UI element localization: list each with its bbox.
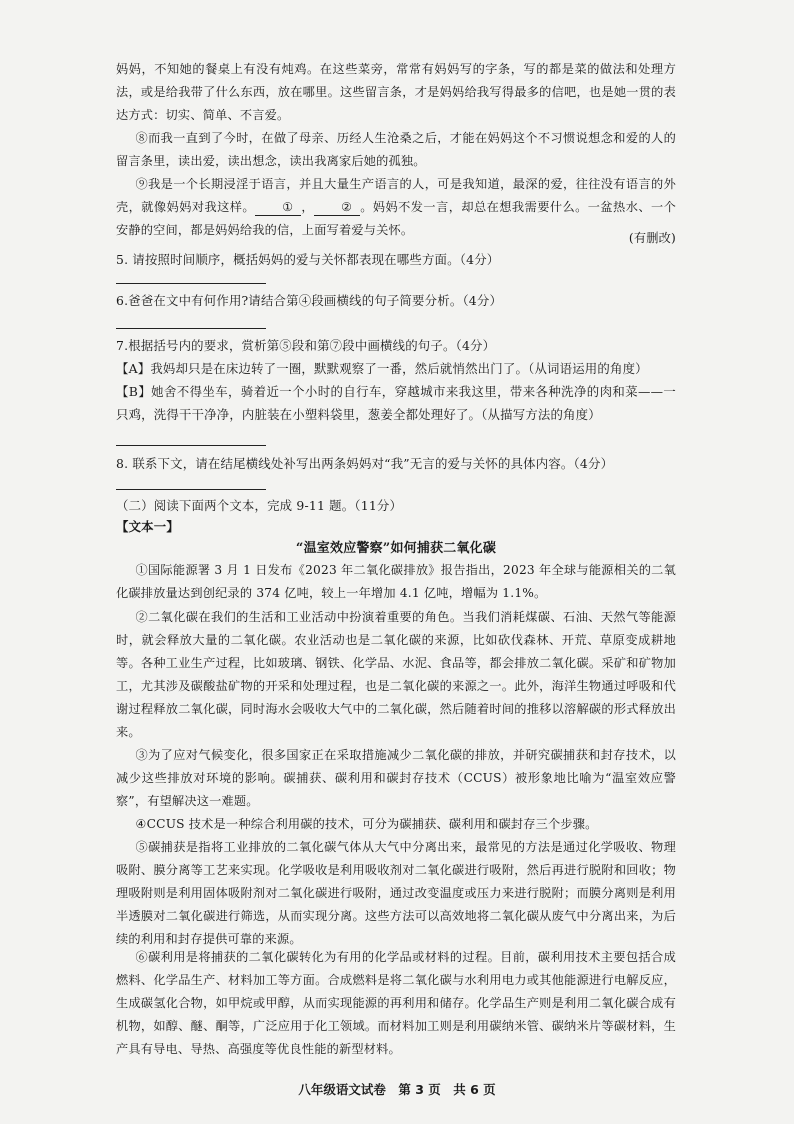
question-7: 7.根据括号内的要求，赏析第⑤段和第⑦段中画横线的句子。（4分）: [116, 338, 496, 353]
article-paragraph-2: ②二氧化碳在我们的生活和工业活动中扮演着重要的角色。当我们消耗煤碳、石油、天然气等能源时，就会释放大量的二氧化碳。农业活动也是二氧化碳的来源，比如砍伐森林、开荒、草原变成耕地等。各种工业生产过程，比如玻璃、钢铁、化学品、水泥、食品等，都会排放二氧化碳。采矿和矿物加工，尤其涉及碳酸盐矿物的开采和处理过程，也是二氧化碳的来源之一。此外，海洋生物通过呼吸和代谢过程释放二氧化碳，同时海水会吸收大气中的二氧化碳，然后随着时间的推移以溶解碳的形式释放出来。: [116, 610, 676, 739]
article-title: “温室效应警察”如何捕获二氧化碳: [295, 541, 497, 556]
article-paragraph-5: ⑤碳捕获是指将工业排放的二氧化碳气体从大气中分离出来，最常见的方法是通过化学吸收、物理吸附、膜分离等工艺来实现。化学吸收是利用吸收剂对二氧化碳进行吸附，然后再进行脱附和回收；物理吸附则是利用固体吸附剂对二氧化碳进行吸附，通过改变温度或压力来进行脱附；而膜分离则是利用半透膜对二氧化碳进行筛选，从而实现分离。这些方法可以高效地将二氧化碳从废气中分离出来，为后续的利用和封存提供可靠的来源。: [116, 840, 676, 946]
answer-line-q7[interactable]: [116, 445, 266, 446]
story-paragraph-tail: 妈妈，不知她的餐桌上有没有炖鸡。在这些菜旁，常常有妈妈写的字条，写的都是菜的做法和处理方法，或是给我带了什么东西，放在哪里。这些留言条，才是妈妈给我写得最多的信吧，也是她一贯的表达方式：切实、简单、不言爱。: [116, 62, 676, 122]
para9-text-after: 。妈妈不发一言，却总在想我需要什么。一盆热水、一个安静的空间，都是妈妈给我的信，上面写着爱与关怀。: [116, 200, 677, 237]
section-2-heading: （二）阅读下面两个文本，完成 9-11 题。（11分）: [116, 498, 403, 513]
question-7-part-b: 【B】她舍不得坐车，骑着近一个小时的自行车，穿越城市来我这里，带来各种洗净的肉和菜——一只鸡，洗得干干净净，内脏装在小塑料袋里，葱姜全都处理好了。（从描写方法的角度）: [116, 384, 676, 422]
answer-line-q5[interactable]: [116, 283, 266, 284]
question-5: 5. 请按照时间顺序，概括妈妈的爱与关怀都表现在哪些方面。（4分）: [116, 252, 500, 267]
answer-blank-1[interactable]: ①: [255, 199, 301, 216]
question-7-part-a: 【A】我妈却只是在床边转了一圈，默默观察了一番，然后就悄然出门了。（从词语运用的角度）: [116, 361, 648, 376]
text-1-label: 【文本一】: [116, 519, 179, 534]
story-paragraph-8: ⑧而我一直到了今时，在做了母亲、历经人生沧桑之后，才能在妈妈这个不习惯说想念和爱的人的留言条里，读出爱，读出想念，读出我离家后她的孤独。: [116, 131, 676, 168]
question-8: 8. 联系下文，请在结尾横线处补写出两条妈妈对“我”无言的爱与关怀的具体内容。（4分）: [116, 456, 614, 471]
para9-text-before: ⑨我是一个长期浸淫于语言，并且大量生产语言的人，可是我知道，最深的爱，往往没有语言的外壳，就像妈妈对我这样。: [116, 177, 676, 214]
article-paragraph-4: ④CCUS 技术是一种综合利用碳的技术，可分为碳捕获、碳利用和碳封存三个步骤。: [135, 817, 598, 831]
article-paragraph-6: ⑥碳利用是将捕获的二氧化碳转化为有用的化学品或材料的过程。目前，碳利用技术主要包括合成燃料、化学品生产、材料加工等方面。合成燃料是将二氧化碳与水利用电力或其他能源进行电解反应，生成碳氢化合物，如甲烷或甲醇，从而实现能源的再利用和储存。化学品生产则是利用二氧化碳合成有机物，如醇、醚、酮等，广泛应用于化工领域。而材料加工则是利用碳纳米管、碳纳米片等碳材料，生产具有导电、导热、高强度等优良性能的新型材料。: [116, 950, 676, 1056]
article-paragraph-3: ③为了应对气候变化，很多国家正在采取措施减少二氧化碳的排放，并研究碳捕获和封存技术，以减少这些排放对环境的影响。碳捕获、碳利用和碳封存技术（CCUS）被形象地比喻为“温室效应警察”，有望解决这一难题。: [116, 748, 676, 808]
para9-blank-separator: ，: [301, 200, 314, 214]
page-footer: 八年级语文试卷 第 3 页 共 6 页: [298, 1082, 496, 1097]
answer-line-q8[interactable]: [116, 489, 266, 490]
question-6: 6.爸爸在文中有何作用?请结合第④段画横线的句子简要分析。（4分）: [116, 293, 503, 308]
article-paragraph-1: ①国际能源署 3 月 1 日发布《2023 年二氧化碳排放》报告指出，2023 年全球与能源相关的二氧化碳排放量达到创纪录的 374 亿吨，较上一年增加 4.1 亿吨，增幅为 1.1%。: [116, 563, 676, 600]
answer-blank-2[interactable]: ②: [314, 199, 360, 216]
answer-line-q6[interactable]: [116, 328, 266, 329]
source-note: (有删改): [628, 231, 676, 245]
